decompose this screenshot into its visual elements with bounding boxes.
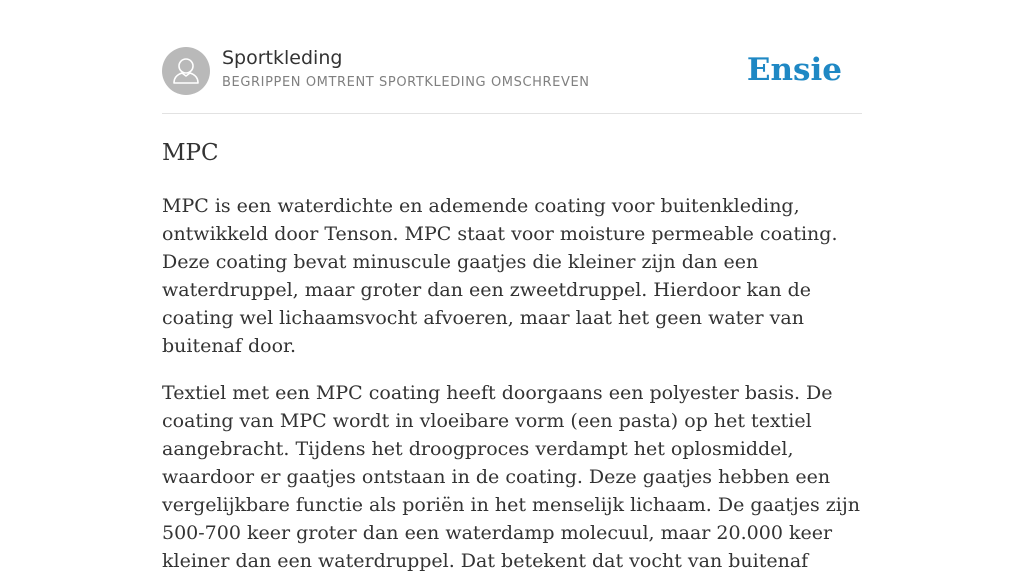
site-header bbox=[162, 47, 862, 95]
site-title[interactable]: Sportkleding bbox=[222, 47, 343, 69]
article bbox=[162, 138, 866, 575]
article-paragraph: Textiel met een MPC coating heeft doorgaans een polyester basis. De coating van MPC wordt in vloeibare vorm (een pasta) op het textiel aangebracht. Tijdens het droogproces verdampt het oplosmiddel, waardoor er gaatjes ontstaan in de coating. Deze gaatjes hebben een vergelijkbare functie als poriën in het menselijk lichaam. De gaatjes zijn 500-700 keer groter dan een waterdamp molecuul, maar 20.000 keer kleiner dan een waterdruppel. Dat betekent dat vocht van buitenaf bbox=[162, 382, 860, 572]
user-avatar-icon[interactable] bbox=[162, 47, 210, 95]
header-divider bbox=[162, 113, 862, 114]
article-title: MPC bbox=[162, 140, 219, 166]
brand-logo-link[interactable]: Ensie bbox=[746, 52, 842, 88]
site-subtitle: BEGRIPPEN OMTRENT SPORTKLEDING OMSCHREVEN bbox=[222, 75, 590, 90]
user-silhouette-icon bbox=[162, 47, 210, 95]
article-paragraph: MPC is een waterdichte en ademende coating voor buitenkleding, ontwikkeld door Tenson. MPC staat voor moisture permeable coating. Deze coating bevat minuscule gaatjes die kleiner zijn dan een waterdruppel, maar groter dan een zweetdruppel. Hierdoor kan de coating wel lichaamsvocht afvoeren, maar laat het geen water van buitenaf door. bbox=[162, 195, 838, 357]
